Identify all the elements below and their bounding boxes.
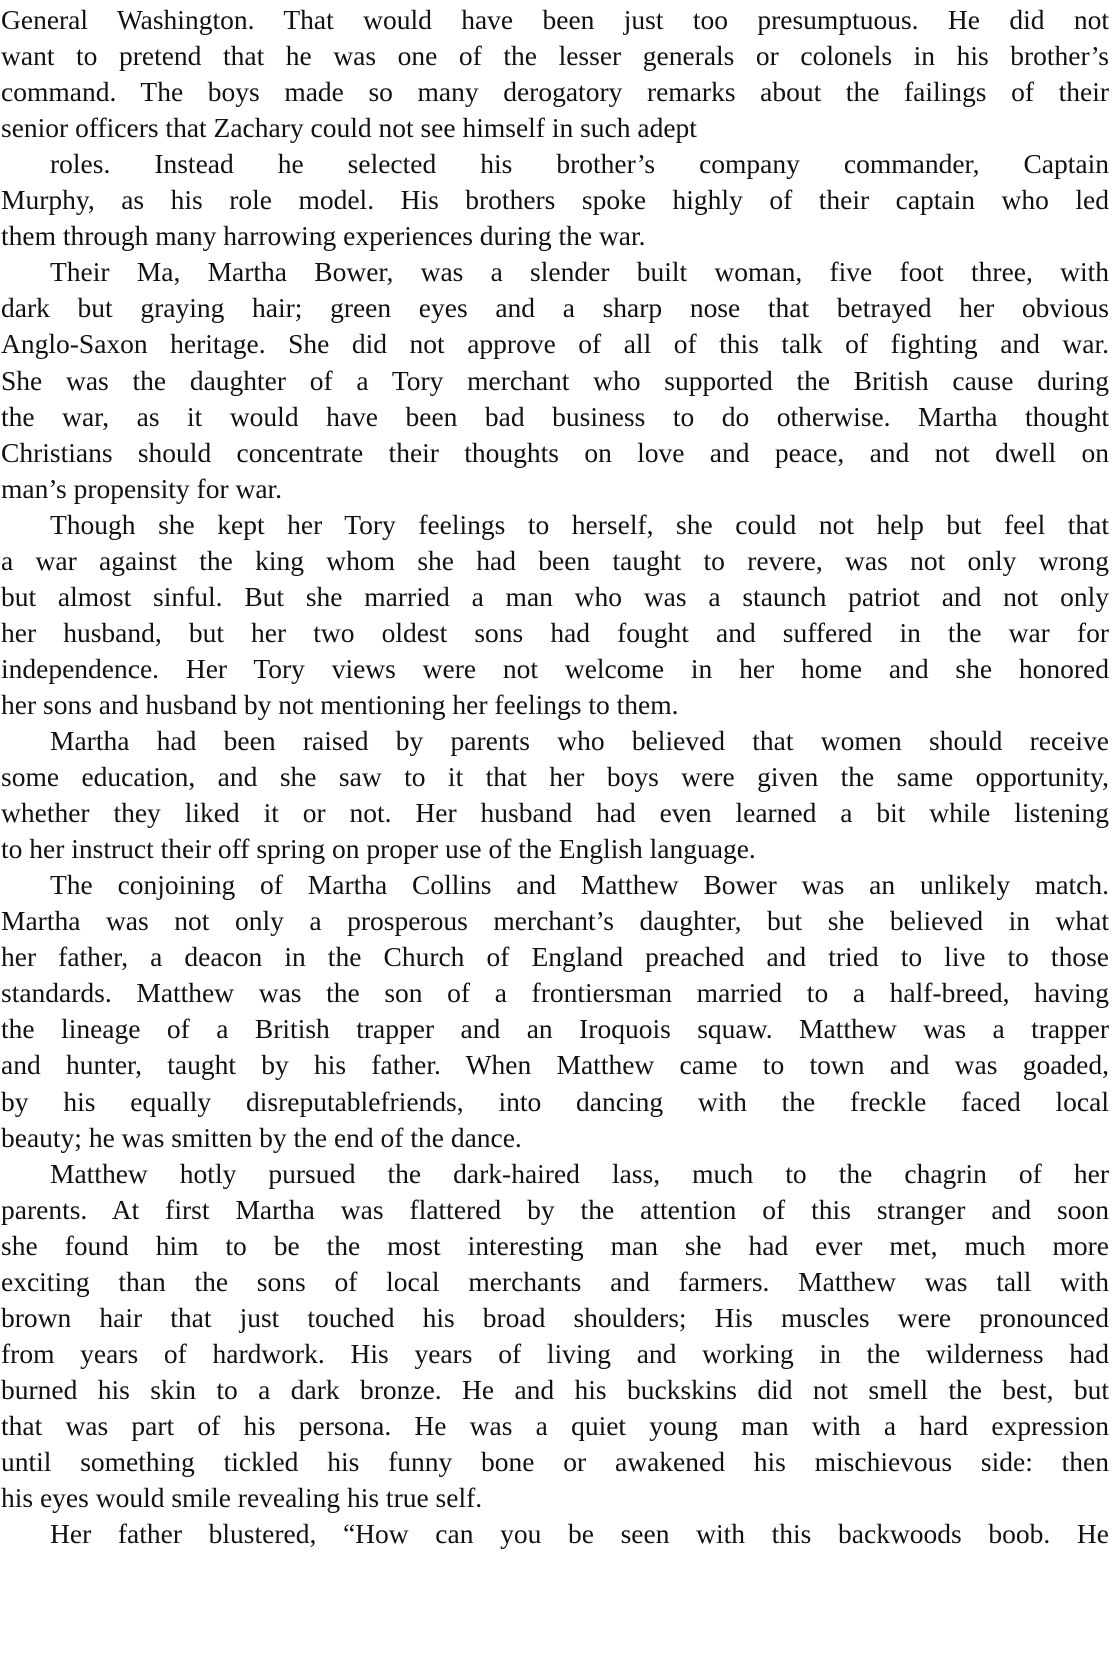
text-line: exciting than the sons of local merchants and farmers. Matthew was tall with [1,1265,1109,1297]
text-line: She was the daughter of a Tory merchant who supported the British cause during [1,364,1109,396]
text-line: dark but graying hair; green eyes and a sharp nose that betrayed her obvious [1,292,1109,324]
text-line: his eyes would smile revealing his true self. [1,1482,483,1514]
text-line: her sons and husband by not mentioning her feelings to them. [1,688,679,720]
text-line: the war, as it would have been bad business to do otherwise. Martha thought [1,400,1109,432]
text-line: burned his skin to a dark bronze. He and his buckskins did not smell the best, but [1,1373,1109,1405]
text-line: parents. At first Martha was flattered by the attention of this stranger and soon [1,1193,1109,1225]
text-line: and hunter, taught by his father. When Matthew came to town and was goaded, [1,1049,1109,1081]
text-line: standards. Matthew was the son of a frontiersman married to a half-breed, having [1,977,1109,1009]
text-line: until something tickled his funny bone or awakened his mischievous side: then [1,1446,1109,1477]
text-line: Their Ma, Martha Bower, was a slender built woman, five foot three, with [50,256,1109,288]
text-line: by his equally disreputablefriends, into dancing with the freckle faced local [1,1085,1109,1117]
text-line: from years of hardwork. His years of living and working in the wilderness had [1,1337,1109,1369]
text-line: roles. Instead he selected his brother’s company commander, Captain [50,148,1109,180]
text-line: but almost sinful. But she married a man who was a staunch patriot and not only [1,580,1109,612]
text-line: brown hair that just touched his broad shoulders; His muscles were pronounced [1,1301,1109,1333]
text-line: Murphy, as his role model. His brothers spoke highly of their captain who led [1,184,1109,216]
text-line: The conjoining of Martha Collins and Matthew Bower was an unlikely match. [50,869,1109,901]
text-line: man’s propensity for war. [1,472,283,504]
text-line: them through many harrowing experiences during the war. [1,220,646,252]
text-line: command. The boys made so many derogatory remarks about the failings of their [1,76,1109,108]
text-line: want to pretend that he was one of the lesser generals or colonels in his brother’s [1,40,1109,72]
text-line: Anglo-Saxon heritage. She did not approve of all of this talk of fighting and war. [1,328,1109,360]
text-line: Her father blustered, “How can you be seen with this backwoods boob. He [50,1518,1109,1550]
text-line: beauty; he was smitten by the end of the dance. [1,1121,522,1153]
text-line: Martha was not only a prosperous merchant’s daughter, but she believed in what [1,905,1109,937]
text-line: a war against the king whom she had been taught to revere, was not only wrong [1,544,1109,576]
text-line: she found him to be the most interesting man she had ever met, much more [1,1229,1109,1261]
text-line: whether they liked it or not. Her husband had even learned a bit while listening [1,797,1109,829]
text-line: senior officers that Zachary could not see himself in such adept [1,112,697,144]
text-line: Martha had been raised by parents who believed that women should receive [50,725,1109,756]
text-line: her father, a deacon in the Church of England preached and tried to live to those [1,941,1109,973]
text-line: Christians should concentrate their thoughts on love and peace, and not dwell on [1,436,1109,468]
text-line: her husband, but her two oldest sons had fought and suffered in the war for [1,616,1109,648]
text-line: some education, and she saw to it that her boys were given the same opportunity, [1,761,1109,793]
text-line: General Washington. That would have been just too presumptuous. He did not [1,4,1109,35]
text-line: the lineage of a British trapper and an Iroquois squaw. Matthew was a trapper [1,1013,1109,1045]
text-line: Though she kept her Tory feelings to herself, she could not help but feel that [50,508,1109,540]
text-line: to her instruct their off spring on proper use of the English language. [1,833,756,865]
text-line: independence. Her Tory views were not welcome in her home and she honored [1,652,1109,684]
text-line: that was part of his persona. He was a quiet young man with a hard expression [1,1409,1109,1441]
text-line: Matthew hotly pursued the dark-haired lass, much to the chagrin of her [50,1157,1109,1189]
